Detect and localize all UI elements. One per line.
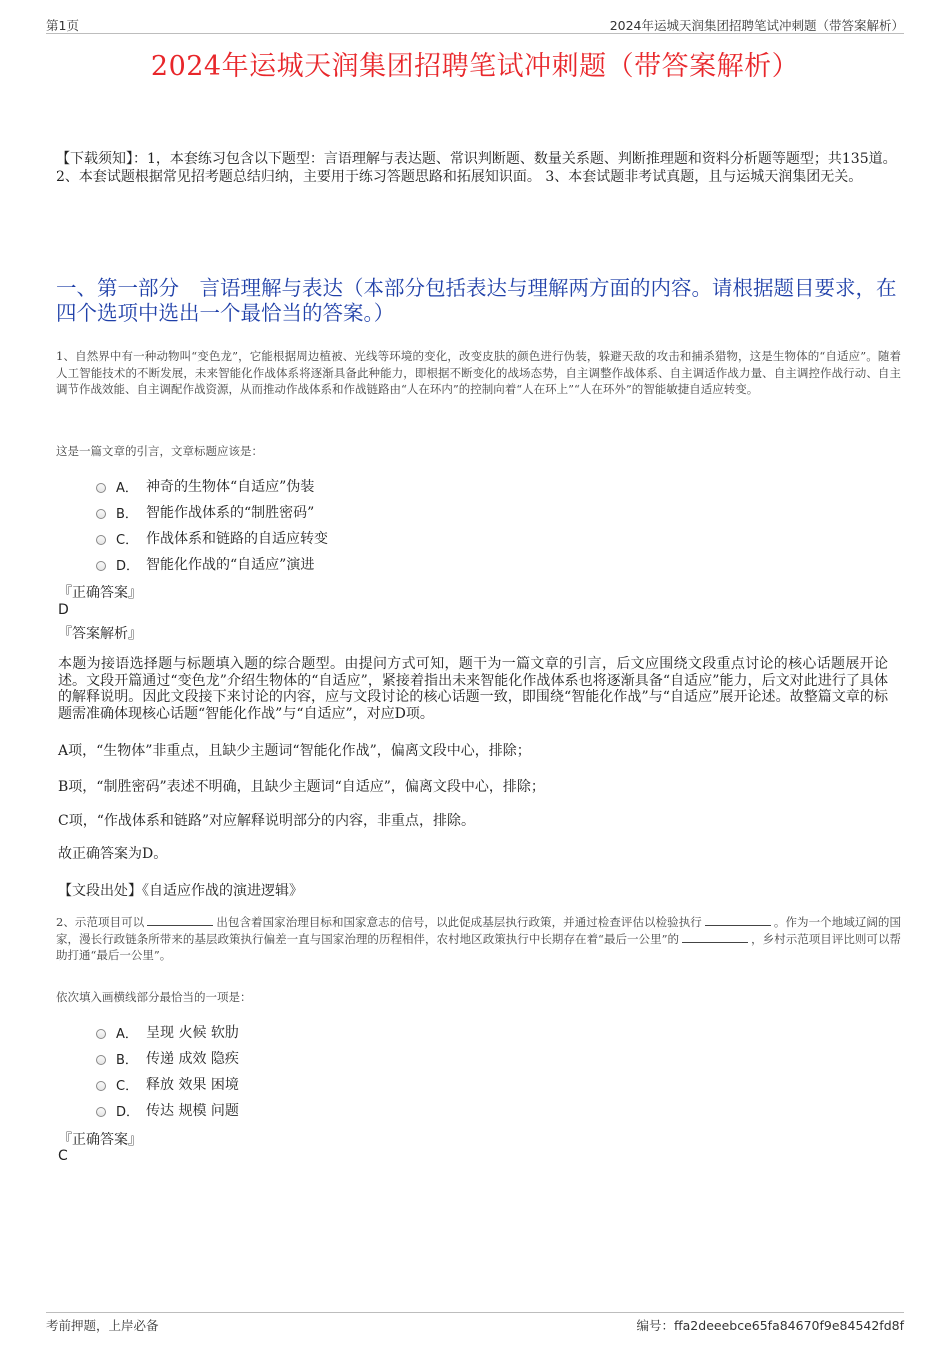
option-d[interactable]: D． 传达 规模 问题: [96, 1097, 796, 1123]
answer-label: 『正确答案』: [58, 1132, 142, 1148]
option-c[interactable]: C． 释放 效果 困境: [96, 1071, 796, 1097]
answer-value: C: [58, 1148, 68, 1164]
radio-button[interactable]: [96, 1029, 106, 1039]
page-header: [46, 14, 904, 34]
radio-button[interactable]: [96, 535, 106, 545]
document-title: 2024年运城天润集团招聘笔试冲刺题（带答案解析）: [150, 51, 800, 82]
answer-label: 『正确答案』: [58, 585, 142, 601]
option-b[interactable]: B． 传递 成效 隐疾: [96, 1045, 796, 1071]
header-doc-title: 2024年运城天润集团招聘笔试冲刺题（带答案解析）: [609, 18, 904, 33]
radio-button[interactable]: [96, 561, 106, 571]
option-c[interactable]: C． 作战体系和链路的自适应转变: [96, 525, 796, 551]
passage-source: 【文段出处】《自适应作战的演进逻辑》: [58, 883, 303, 899]
analysis-text: 本题为接语选择题与标题填入题的综合题型。由提问方式可知，题干为一篇文章的引言，后文应围绕文段重点讨论的核心话题展开论述。文段开篇通过“变色龙”介绍生物体的“自适应”，紧接着指出未来智能化作战体系也将逐渐具备“自适应”能力，后文对此进行了具体的解释说明。因此文段接下来讨论的内容，应与文段讨论的核心话题一致，即围绕“智能化作战”与“自适应”展开论述。故整篇文章的标题需准确体现核心话题“智能化作战”与“自适应”，对应D项。: [58, 656, 888, 722]
option-a[interactable]: A． 神奇的生物体“自适应”伪装: [96, 473, 796, 499]
option-a[interactable]: A． 呈现 火候 软肋: [96, 1019, 796, 1045]
section-heading: 一、第一部分 言语理解与表达（本部分包括表达与理解两方面的内容。请根据题目要求，在四个选项中选出一个最恰当的答案。）: [56, 276, 897, 325]
page-footer: [46, 1312, 904, 1334]
page-number: 第1页: [46, 18, 79, 33]
analysis-note-a: A项，“生物体”非重点，且缺少主题词“智能化作战”，偏离文段中心，排除；: [58, 743, 531, 759]
question-1-options: [96, 473, 796, 577]
question-2-text: 2、示范项目可以 出包含着国家治理目标和国家意志的信号，以此促成基层执行政策，并通过检查评估以检验执行 。作为一个地域辽阔的国家，漫长行政链条所带来的基层政策执行偏差一直与国家治理的历程相伴，农村地区政策执行中长期存在着“最后一公里”的 ，乡村示范项目评比则可以帮助打通“最后一公里”。: [56, 915, 901, 962]
option-d[interactable]: D． 智能化作战的“自适应”演进: [96, 551, 796, 577]
analysis-note-c: C项，“作战体系和链路”对应解释说明部分的内容，非重点，排除。: [58, 813, 476, 829]
radio-button[interactable]: [96, 483, 106, 493]
radio-button[interactable]: [96, 1107, 106, 1117]
footer-serial: 编号：ffa2deeebce65fa84670f9e84542fd8f: [636, 1318, 904, 1333]
question-1-text: 1、自然界中有一种动物叫“变色龙”，它能根据周边植被、光线等环境的变化，改变皮肤的颜色进行伪装，躲避天敌的攻击和捕杀猎物，这是生物体的“自适应”。随着人工智能技术的不断发展，未来智能化作战体系将逐渐具备此种能力，即根据不断变化的战场态势，自主调整作战体系、自主调适作战力量、自主调控作战行动、自主调节作战效能、自主调配作战资源，从而推动作战体系和作战链路由“人在环内”的控制向着“人在环上”“人在环外”的智能敏捷自适应转变。: [56, 349, 901, 396]
fill-blank: [147, 914, 213, 926]
question-2-prompt: 依次填入画横线部分最恰当的一项是：: [56, 990, 252, 1004]
radio-button[interactable]: [96, 1055, 106, 1065]
analysis-note-b: B项，“制胜密码”表述不明确，且缺少主题词“自适应”，偏离文段中心，排除；: [58, 779, 545, 795]
question-2-options: [96, 1019, 796, 1123]
download-notice: 【下载须知】：1，本套练习包含以下题型：言语理解与表达题、常识判断题、数量关系题、判断推理题和资料分析题等题型；共135道。 2、本套试题根据常见招考题总结归纳，主要用于练习答题思路和拓展知识面。 3、本套试题非考试真题，且与运城天润集团无关。: [56, 151, 897, 185]
analysis-label: 『答案解析』: [58, 626, 142, 642]
answer-value: D: [58, 602, 69, 618]
radio-button[interactable]: [96, 1081, 106, 1091]
option-b[interactable]: B． 智能作战体系的“制胜密码”: [96, 499, 796, 525]
footer-slogan: 考前押题，上岸必备: [46, 1318, 159, 1333]
question-1-prompt: 这是一篇文章的引言，文章标题应该是：: [56, 444, 263, 458]
fill-blank: [682, 931, 748, 943]
radio-button[interactable]: [96, 509, 106, 519]
fill-blank: [705, 914, 771, 926]
analysis-conclusion: 故正确答案为D。: [58, 846, 168, 862]
